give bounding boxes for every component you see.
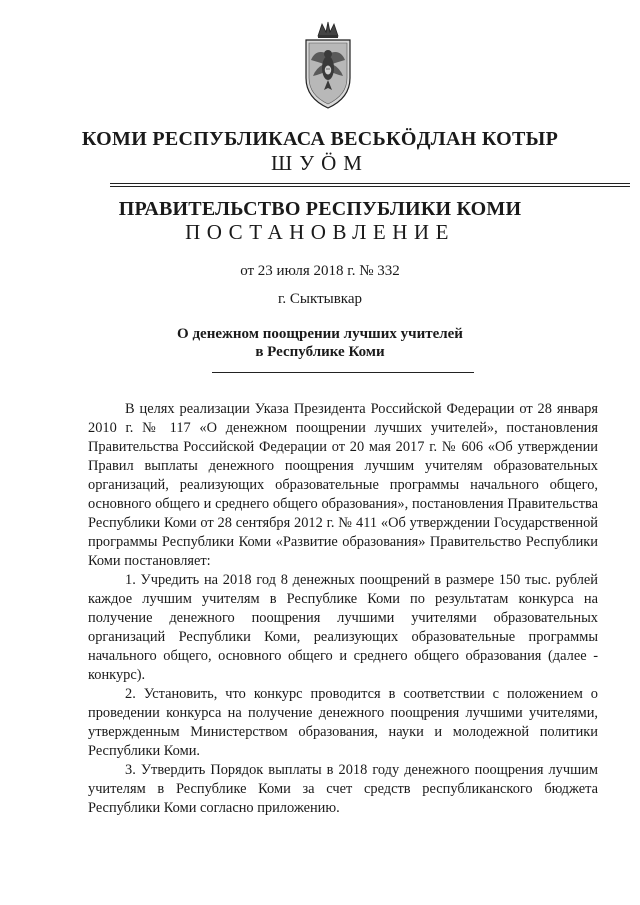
decree-title-line-2: в Республике Коми (255, 344, 385, 360)
decree-type: ПОСТАНОВЛЕНИЕ (185, 220, 455, 244)
header-divider-thin (110, 183, 630, 184)
item-2-paragraph: 2. Установить, что конкурс проводится в соответствии с положением о проведении конкурса на получение денежного поощрения лучшими учителями, утвержденным Министерством образования, науки и молодежной политики Республики Коми. (88, 686, 598, 759)
komi-coat-of-arms-emblem (296, 18, 360, 112)
header-divider-thick (110, 186, 630, 187)
decree-city: г. Сыктывкар (277, 291, 363, 307)
decree-body (88, 400, 598, 818)
item-3-paragraph: 3. Утвердить Порядок выплаты в 2018 году денежного поощрения лучшим учителям в Республике Коми за счет средств республиканского бюджета Республики Коми согласно приложению. (88, 762, 598, 816)
item-1-paragraph: 1. Учредить на 2018 год 8 денежных поощрений в размере 150 тыс. рублей каждое лучшим учителям в Республике Коми по результатам конкурса на получение денежного поощрения лучшими учителями образовательных организаций Республики Коми, реализующих образовательные программы начального общего, основного общего и среднего общего образования (далее - конкурс). (88, 572, 598, 683)
government-title: ПРАВИТЕЛЬСТВО РЕСПУБЛИКИ КОМИ (118, 198, 522, 220)
decree-date-number: от 23 июля 2018 г. № 332 (240, 263, 400, 279)
title-underline (212, 372, 474, 373)
komi-decree-subtitle: ШУÖМ (271, 151, 369, 175)
decree-title-line-1: О денежном поощрении лучших учителей (177, 326, 463, 342)
komi-government-title: КОМИ РЕСПУБЛИКАСА ВЕСЬКÖДЛАН КОТЫР (81, 128, 559, 150)
preamble-paragraph: В целях реализации Указа Президента Российской Федерации от 28 января 2010 г. № 117 «О денежном поощрении лучших учителей», постановления Правительства Российской Федерации от 20 мая 2017 г. № 606 «Об утверждении Правил выплаты денежного поощрения лучшим учителям образовательных организаций, реализующих образовательные программы начального общего, основного общего и среднего общего образования», постановления Правительства Республики Коми от 28 сентября 2012 г. № 411 «Об утверждении Государственной программы Республики Коми «Развитие образования» Правительство Республики Коми постановляет: (88, 401, 598, 569)
